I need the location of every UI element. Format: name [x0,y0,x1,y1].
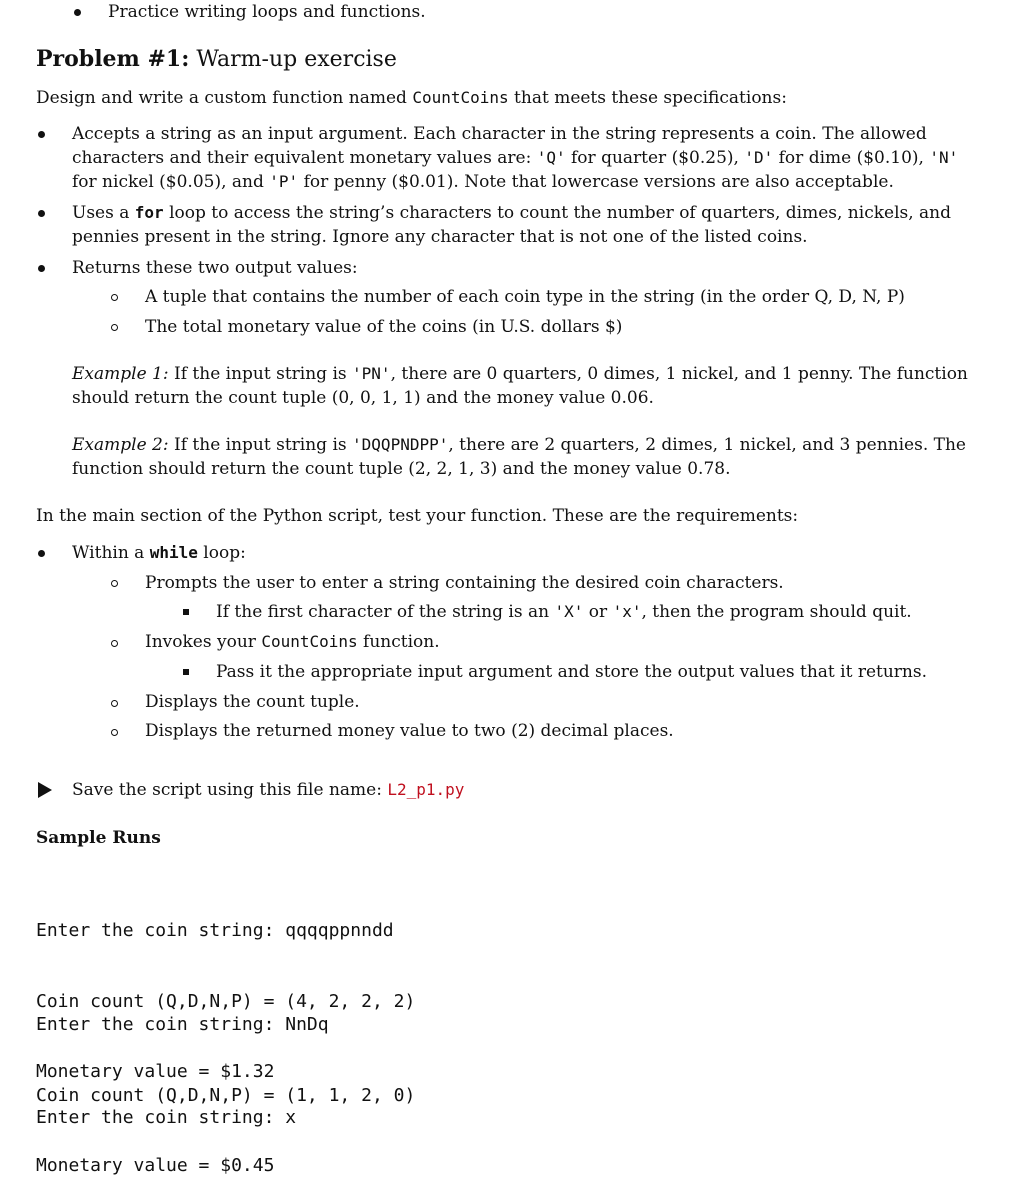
while-loop-item [72,541,246,565]
bullet-icon [38,265,45,272]
example-2-label: Example 2: [72,435,169,455]
code-for: for [134,203,164,222]
text: characters and their equivalent monetary values are: [72,148,537,168]
text: for dime ($0.10), [773,148,930,168]
text: loop to access the string’s characters to count the number of quarters, dimes, nickels, and [163,203,952,223]
sample-runs-heading: Sample Runs [36,828,161,848]
code-line: Enter the coin string: NnDq [36,1014,329,1035]
invoke-item [145,630,440,654]
code-x-lower: 'x' [612,602,642,621]
example-2-line-2: function should return the count tuple (2, 2, 1, 3) and the money value 0.78. [72,459,731,479]
spec-3-sub-2: The total monetary value of the coins (in U.S. dollars $) [145,317,623,337]
circle-bullet-icon [111,700,118,707]
text: Within a [72,543,150,563]
example-1-label: Example 1: [72,364,169,384]
text: Invokes your [145,632,262,652]
circle-bullet-icon [111,294,118,301]
circle-bullet-icon [111,580,118,587]
text: for quarter ($0.25), [565,148,745,168]
text: function. [357,632,440,652]
intro-function-name: CountCoins [412,88,509,107]
example-1-line-1 [72,362,968,386]
circle-bullet-icon [111,640,118,647]
problem-heading-number: Problem #1: [36,46,190,72]
spec-1-line-2 [72,146,958,170]
text: , there are 2 quarters, 2 dimes, 1 nickel, and 3 pennies. The [448,435,966,455]
text: Save the script using this file name: [72,780,388,800]
main-section-intro: In the main section of the Python script, test your function. These are the requirements: [36,506,799,526]
text: Uses a [72,203,135,223]
display-money-item: Displays the returned money value to two (2) decimal places. [145,721,674,741]
text: , there are 0 quarters, 0 dimes, 1 nickel, and 1 penny. The function [390,364,968,384]
problem-heading [36,45,397,74]
text: loop: [197,543,246,563]
display-tuple-item: Displays the count tuple. [145,692,360,712]
problem-intro [36,86,787,110]
quit-item [216,600,912,624]
square-bullet-icon [183,609,189,615]
spec-3-sub-1: A tuple that contains the number of each coin type in the string (in the order Q, D, N, P) [145,287,905,307]
text: If the first character of the string is an [216,602,555,622]
text: or [583,602,613,622]
bullet-icon [74,9,81,16]
code-p: 'P' [269,172,299,191]
code-x-upper: 'X' [554,602,584,621]
text: for nickel ($0.05), and [72,172,270,192]
square-bullet-icon [183,669,189,675]
spec-2-line-1 [72,201,951,225]
code-line: Coin count (Q,D,N,P) = (4, 2, 2, 2) [36,990,416,1012]
sample-run-3 [36,1059,296,1153]
spec-1-line-1: Accepts a string as an input argument. Each character in the string represents a coin. The allowed [72,124,927,144]
code-line: Monetary value = $0.45 [36,1155,275,1176]
spec-1-line-3 [72,170,894,194]
save-filename: L2_p1.py [387,780,465,799]
intro-text: Design and write a custom function named [36,88,413,108]
spec-2-line-2: pennies present in the string. Ignore any character that is not one of the listed coins. [72,227,808,247]
code-while: while [149,543,198,562]
text: , then the program should quit. [641,602,912,622]
bullet-icon [38,210,45,217]
pass-item: Pass it the appropriate input argument and store the output values that it returns. [216,662,928,682]
code-d: 'D' [744,148,774,167]
bullet-icon [38,550,45,557]
save-instruction [72,778,464,802]
intro-text-end: that meets these specifications: [508,88,787,108]
text: If the input string is [168,435,353,455]
circle-bullet-icon [111,729,118,736]
code-q: 'Q' [536,148,566,167]
code-line: Coin count (Q,D,N,P) = (1, 1, 2, 0) [36,1084,416,1106]
code-countcoins: CountCoins [261,632,358,651]
example-2-line-1 [72,433,966,457]
text: for penny ($0.01). Note that lowercase versions are also acceptable. [298,172,894,192]
code-line: Monetary value = $1.32 [36,1061,275,1082]
code-dqqpndpp: 'DQQPNDPP' [352,435,449,454]
code-pn: 'PN' [352,364,391,383]
bullet-icon [38,131,45,138]
code-line: Enter the coin string: qqqqppnndd [36,920,394,941]
problem-heading-title: Warm-up exercise [189,47,397,72]
top-bullet-text: Practice writing loops and functions. [108,2,426,22]
example-1-line-2: should return the count tuple (0, 0, 1, 1) and the money value 0.06. [72,388,654,408]
prompt-item: Prompts the user to enter a string containing the desired coin characters. [145,573,784,593]
circle-bullet-icon [111,324,118,331]
code-n: 'N' [929,148,959,167]
spec-3: Returns these two output values: [72,258,358,278]
code-line: Enter the coin string: x [36,1107,297,1128]
arrow-right-icon [38,782,52,798]
text: If the input string is [168,364,353,384]
